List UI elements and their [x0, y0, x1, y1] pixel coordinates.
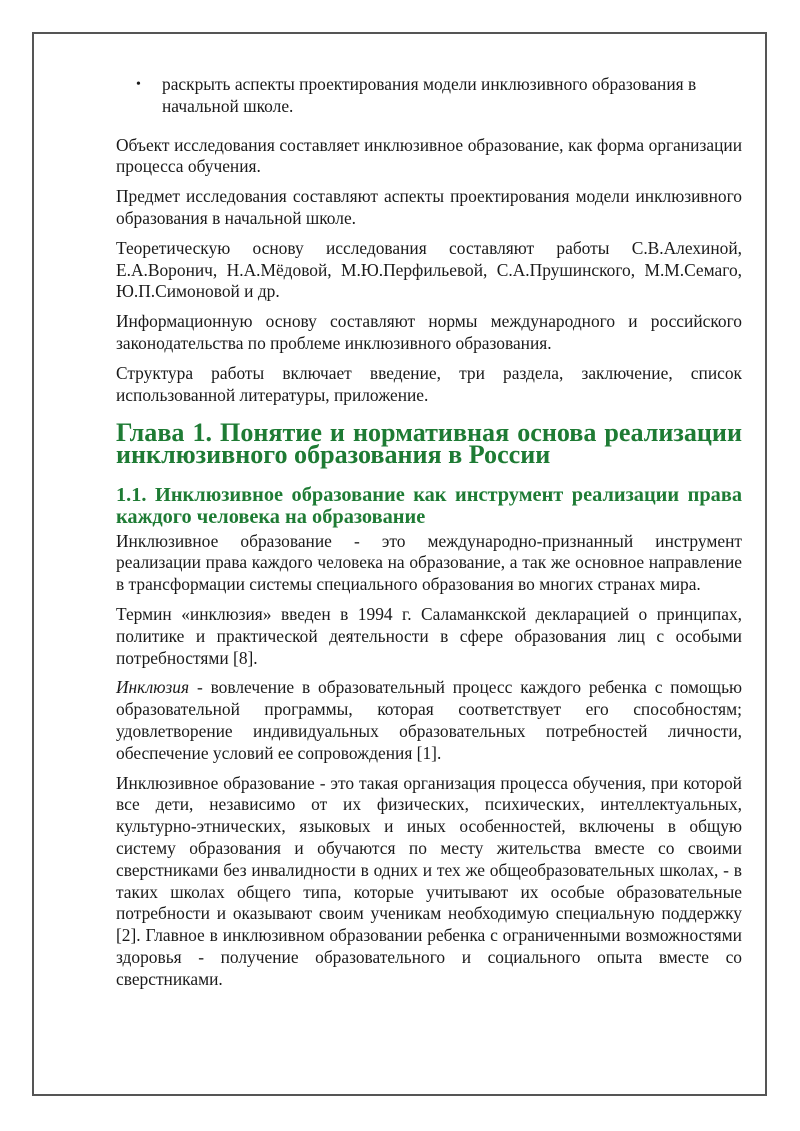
- structure-paragraph: Структура работы включает введение, три раздела, заключение, список использованной литературы, приложение.: [116, 362, 742, 405]
- section-heading: 1.1. Инклюзивное образование как инструмент реализации права каждого человека на образование: [116, 483, 742, 528]
- research-object-paragraph: Объект исследования составляет инклюзивное образование, как форма организации процесса обучения.: [116, 134, 742, 177]
- section-paragraph-3: [116, 677, 742, 764]
- document-body: [116, 74, 742, 998]
- information-basis-paragraph: Информационную основу составляют нормы международного и российского законодательства по проблеме инклюзивного образования.: [116, 311, 742, 353]
- term-inclusion: Инклюзия: [116, 677, 190, 698]
- term-definition: - вовлечение в образовательный процесс каждого ребенка с помощью образовательной программы, которая соответствует его способностям; удовлетворение индивидуальных образовательных потребностей личности, обеспечение условий ее сопровождения [1].: [116, 677, 742, 763]
- section-paragraph-2: Термин «инклюзия» введен в 1994 г. Саламанкской декларацией о принципах, политике и практической деятельности в сфере образования лиц с особыми потребностями [8].: [116, 603, 742, 668]
- research-subject-paragraph: Предмет исследования составляют аспекты проектирования модели инклюзивного образования в начальной школе.: [116, 186, 742, 228]
- section-paragraph-1: Инклюзивное образование - это международно-признанный инструмент реализации права каждого человека на образование, а так же основное направление в трансформации системы специального образования во многих странах мира.: [116, 530, 742, 595]
- theoretical-basis-paragraph: Теоретическую основу исследования составляют работы С.В.Алехиной, Е.А.Воронич, Н.А.Мёдовой, М.Ю.Перфильевой, С.А.Прушинского, М.М.Семаго, Ю.П.Симоновой и др.: [116, 237, 742, 302]
- goals-list: [116, 74, 742, 118]
- chapter-heading: Глава 1. Понятие и нормативная основа реализации инклюзивного образования в России: [116, 418, 742, 470]
- section-paragraph-4: Инклюзивное образование - это такая организация процесса обучения, при которой все дети, независимо от их физических, психических, интеллектуальных, культурно-этнических, языковых и иных особенностей, включены в общую систему образования и обучаются по месту жительства вместе со своими сверстниками без инвалидности в одних и тех же общеобразовательных школах, - в таких школах общего типа, которые учитывают их особые образовательные потребности и оказывают своим ученикам необходимую специальную поддержку [2]. Главное в инклюзивном образовании ребенка с ограниченными возможностями здоровья - получение образовательного и социального опыта вместе со сверстниками.: [116, 772, 742, 989]
- list-item: • раскрыть аспекты проектирования модели инклюзивного образования в начальной школе.: [116, 74, 742, 118]
